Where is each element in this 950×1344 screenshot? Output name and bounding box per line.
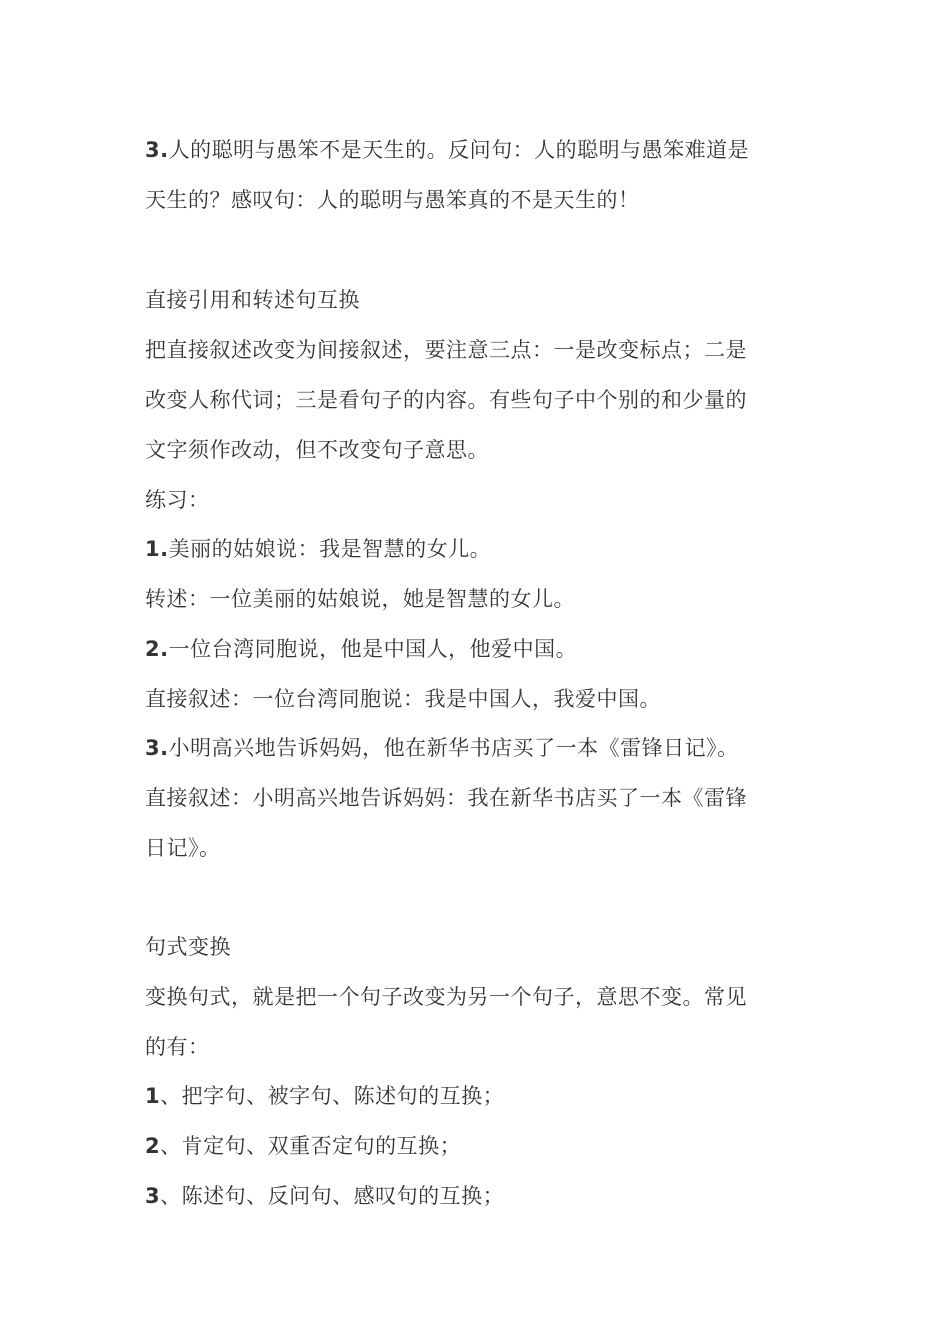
paragraph-line <box>145 585 815 613</box>
line-text: 、把字句、被字句、陈述句的互换； <box>160 1084 505 1108</box>
paragraph-line <box>145 336 815 364</box>
line-text: 直接叙述：一位台湾同胞说：我是中国人，我爱中国。 <box>145 687 661 711</box>
line-text: 、陈述句、反问句、感叹句的互换； <box>160 1184 505 1208</box>
line-text: 一位台湾同胞说，他是中国人，他爱中国。 <box>168 637 578 661</box>
paragraph-line <box>145 784 815 812</box>
line-text: 小明高兴地告诉妈妈，他在新华书店买了一本《雷锋日记》。 <box>168 736 739 760</box>
heading-text: 直接引用和转述句互换 <box>145 288 360 312</box>
item-number: 3 <box>145 1184 161 1208</box>
section-heading <box>145 933 815 961</box>
item-number: 2. <box>145 637 169 661</box>
section-heading <box>145 286 815 314</box>
line-text: 改变人称代词；三是看句子的内容。有些句子中个别的和少量的 <box>145 388 747 412</box>
line-text: 转述：一位美丽的姑娘说，她是智慧的女儿。 <box>145 587 575 611</box>
line-text: 日记》。 <box>145 836 221 860</box>
list-item <box>145 1082 815 1110</box>
paragraph-line <box>145 685 815 713</box>
line-text: 的有： <box>145 1035 210 1059</box>
paragraph-line <box>145 535 815 563</box>
heading-text: 句式变换 <box>145 935 231 959</box>
paragraph-line <box>145 386 815 414</box>
line-text: 文字须作改动，但不改变句子意思。 <box>145 438 489 462</box>
line-text: 美丽的姑娘说：我是智慧的女儿。 <box>168 537 492 561</box>
line-text: 人的聪明与愚笨不是天生的。反问句：人的聪明与愚笨难道是 <box>168 138 750 162</box>
paragraph-line <box>145 436 815 464</box>
line-text: 练习： <box>145 488 210 512</box>
paragraph-line <box>145 486 815 514</box>
paragraph-line <box>145 186 815 214</box>
line-text: 、肯定句、双重否定句的互换； <box>160 1134 462 1158</box>
paragraph-line <box>145 635 815 663</box>
item-number: 3. <box>145 138 169 162</box>
item-number: 1 <box>145 1084 161 1108</box>
line-text: 直接叙述：小明高兴地告诉妈妈：我在新华书店买了一本《雷锋 <box>145 786 747 810</box>
paragraph-line <box>145 983 815 1011</box>
list-item <box>145 1182 815 1210</box>
paragraph-line <box>145 834 815 862</box>
line-text: 天生的？感叹句：人的聪明与愚笨真的不是天生的！ <box>145 188 640 212</box>
item-number: 1. <box>145 537 169 561</box>
line-text: 把直接叙述改变为间接叙述，要注意三点：一是改变标点；二是 <box>145 338 747 362</box>
paragraph-line <box>145 734 815 762</box>
item-number: 3. <box>145 736 169 760</box>
paragraph-line <box>145 136 815 164</box>
item-number: 2 <box>145 1134 161 1158</box>
line-text: 变换句式，就是把一个句子改变为另一个句子，意思不变。常见 <box>145 985 747 1009</box>
list-item <box>145 1132 815 1160</box>
paragraph-line <box>145 1033 815 1061</box>
